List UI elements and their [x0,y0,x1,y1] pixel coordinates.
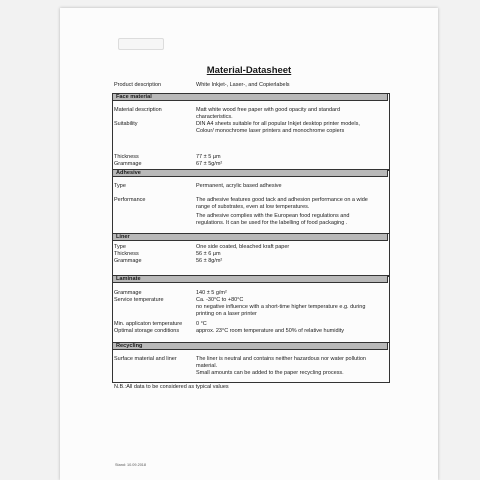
liner-section-header: Liner [112,233,388,241]
face-row-value: DIN A4 sheets suitable for all popular Inkjet desktop printer models, Colour/ monochrome laser printers and monochrome copiers [196,121,360,134]
laminate-row-value: Ca. -30°C to +80°C [196,297,244,303]
liner-row-label: Type [114,244,126,250]
liner-row-label: Grammage [114,258,142,264]
laminate-row-value: no negative influence with a short-time higher temperature e.g. during printing on a laser printer [196,304,366,317]
adhesive-row-value: Permanent, acrylic based adhesive [196,183,282,189]
adhesive-row-label: Type [114,183,126,189]
liner-row-label: Thickness [114,251,139,257]
laminate-row-value: 0 °C [196,321,207,327]
face-section-header: Face material [112,93,388,101]
adhesive-row-value: The adhesive complies with the European food regulations and regulations. It can be used for the labelling of food packaging . [196,213,350,226]
face-row-label: Suitability [114,121,138,127]
product-label: Product description [114,82,162,88]
recycling-row-value: The liner is neutral and contains neither hazardous nor water pollution material. [196,356,366,369]
laminate-row-value: approx. 23°C room temperature and 50% of relative humidity [196,328,345,334]
adhesive-section-header: Adhesive [112,169,388,177]
logo-mark [118,38,164,50]
face-row-label: Grammage [114,161,142,167]
recycling-row-label: Surface material and liner [114,356,177,362]
recycling-section-header: Recycling [112,342,388,350]
laminate-row-label: Grammage [114,290,142,296]
adhesive-row-value: The adhesive features good tack and adhesion performance on a wide range of substrates, even at low temperatures. [196,197,368,210]
face-row-label: Material description [114,107,162,113]
liner-row-value: One side coated, bleached kraft paper [196,244,290,250]
typical-values-note: N.B.:All data to be considered as typical values [114,384,229,390]
face-row-value: 67 ± 5g/m² [196,161,223,167]
laminate-row-label: Min. applicaton temperature [114,321,183,327]
issue-date: Stand: 10.09.2018 [115,463,147,467]
product-value: White Inkjet-, Laser-, and Copierlabels [196,82,290,88]
laminate-section-header: Laminate [112,275,388,283]
adhesive-row-label: Performance [114,197,146,203]
liner-row-value: 56 ± 6 µm [196,251,221,257]
datasheet-page [60,8,438,480]
face-row-value: 77 ± 5 µm [196,154,221,160]
laminate-row-label: Optimal storage conditions [114,328,180,334]
laminate-row-label: Service temperature [114,297,164,303]
page-title: Material-Datasheet [206,65,292,76]
face-row-label: Thickness [114,154,139,160]
recycling-row-value: Small amounts can be added to the paper recycling process. [196,370,344,376]
laminate-row-value: 140 ± 5 g/m² [196,290,227,296]
liner-row-value: 56 ± 8g/m² [196,258,223,264]
face-row-value: Matt white wood free paper with good opacity and standard characteristics. [196,107,341,120]
